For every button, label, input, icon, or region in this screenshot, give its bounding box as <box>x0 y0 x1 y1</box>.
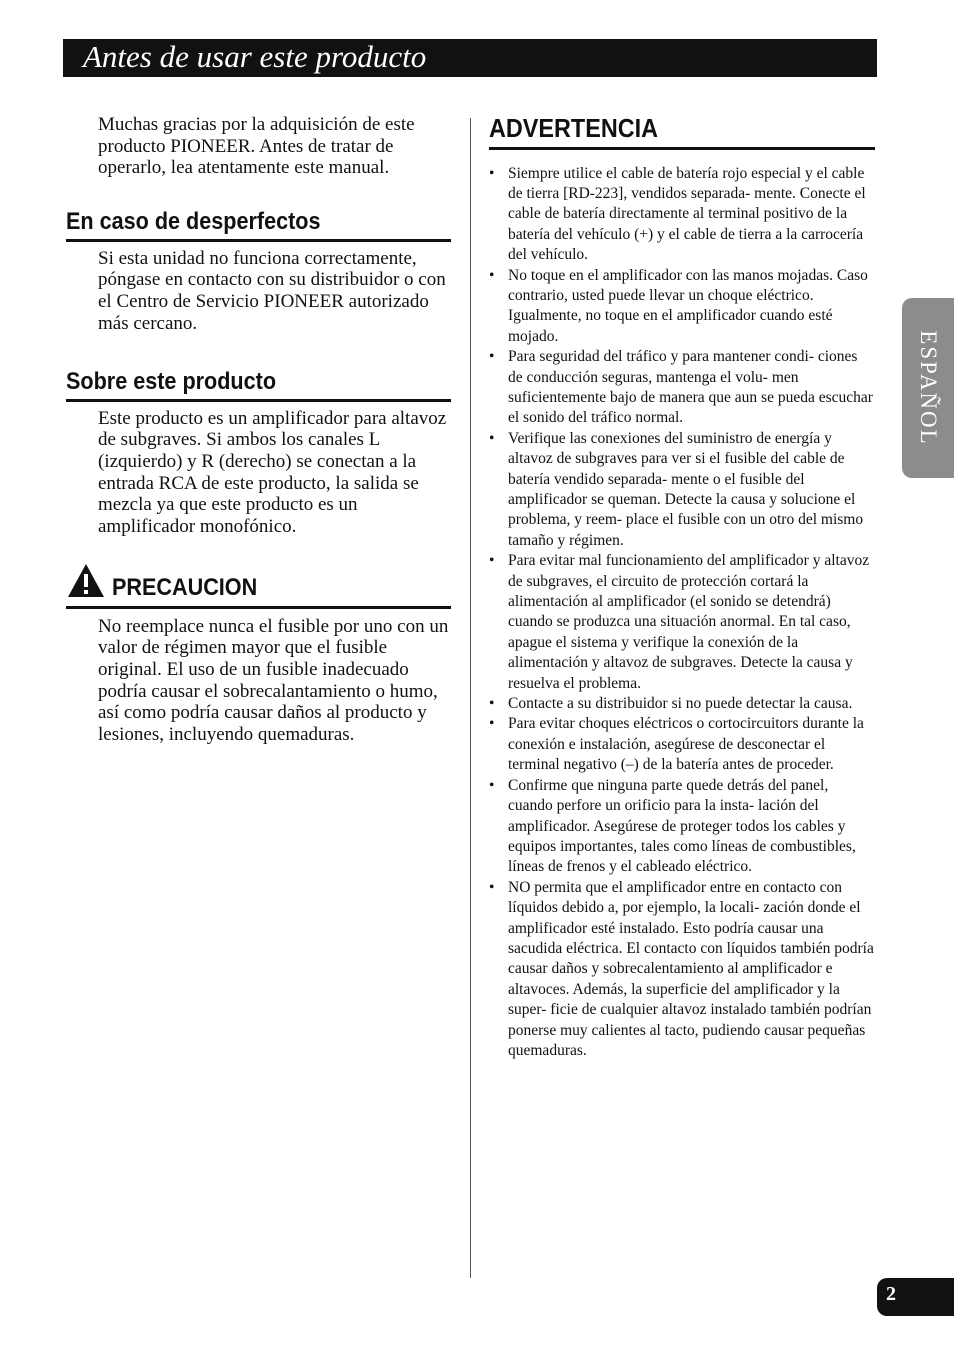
heading-rule <box>489 147 875 150</box>
bullet-icon: • <box>489 715 495 733</box>
bullet-icon: • <box>489 552 495 570</box>
warning-triangle-icon <box>66 562 106 600</box>
list-item <box>489 776 875 878</box>
advertencia-heading: ADVERTENCIA <box>489 113 659 143</box>
heading-rule <box>66 239 451 242</box>
section-sobre-producto <box>66 368 451 538</box>
list-item-text: Para evitar choques eléctricos o cortocircuitors durante la conexión e instalación, asegúrese de desconectar el terminal negativo (–) de la batería antes de proceder. <box>508 715 864 774</box>
list-item-text: Verifique las conexiones del suministro de energía y altavoz de subgraves para ver si el fusible del cable de batería vendido separada- mente o el fusible del amplificador se queman. Detecte la causa y solucione el problema, y reem- place el fusible con un otro del mismo tamaño y régimen. <box>508 429 864 549</box>
intro-paragraph: Muchas gracias por la adquisición de este producto PIONEER. Antes de tratar de operarlo, lea atentamente este manual. <box>98 114 415 179</box>
heading-rule <box>66 399 451 402</box>
section-heading: Sobre este producto <box>66 368 277 395</box>
list-item <box>489 694 875 714</box>
section-text: Si esta unidad no funciona correctamente, póngase en contacto con su distribuidor o con el Centro de Servicio PIONEER autorizado más cercano. <box>98 247 446 334</box>
page-number-badge <box>877 1278 954 1316</box>
section-precaucion <box>66 562 451 746</box>
list-item-text: No toque en el amplificador con las manos mojadas. Caso contrario, usted puede llevar un choque eléctrico. Igualmente, no toque en el amplificador cuando esté mojado. <box>508 266 868 345</box>
bullet-icon: • <box>489 266 495 284</box>
list-item-text: Para evitar mal funcionamiento del amplificador y altavoz de subgraves, el circuito de protección cortará la alimentación al amplificador (el sonido se detendrá) cuando se produzca una situación anormal. En tal caso, apague el sistema y verifique la conexión de la alimentación y altavoz de subgraves. Detecte la causa y resuelva el problema. <box>508 552 870 692</box>
section-heading: PRECAUCION <box>112 574 258 601</box>
column-divider <box>470 118 471 1278</box>
list-item <box>489 551 875 694</box>
list-item-text: Para seguridad del tráfico y para mantener condi- ciones de conducción seguras, mantenga el volu- men suficientemente bajo de manera que aun se pueda escuchar el sonido del tráfico normal. <box>508 348 873 427</box>
bullet-icon: • <box>489 164 495 182</box>
bullet-icon: • <box>489 348 495 366</box>
list-item <box>489 714 875 775</box>
language-tab <box>902 298 954 478</box>
title-bar <box>63 39 877 77</box>
bullet-icon: • <box>489 776 495 794</box>
page-number: 2 <box>886 1283 896 1305</box>
list-item <box>489 347 875 429</box>
section-text: No reemplace nunca el fusible por uno con un valor de régimen mayor que el fusible original. El uso de un fusible inadecuado podría causar el sobrecalantamiento o humo, así como podría causar daños al producto y lesiones, incluyendo quemaduras. <box>98 615 449 746</box>
section-heading: En caso de desperfectos <box>66 208 321 235</box>
bullet-icon: • <box>489 878 495 896</box>
list-item-text: NO permita que el amplificador entre en contacto con líquidos debido a, por ejemplo, la locali- zación donde el amplificador esté instalado. Esto podría causar una sacudida eléctrica. El contacto con líquidos también podría causar daños y sobrecalentamiento al amplificador e altavoces. Además, la superficie del amplificador y la super- ficie de cualquier altavoz instalado también podrían ponerse muy calientes al tacto, pudiendo causar pequeñas quemaduras. <box>508 878 874 1059</box>
section-desperfectos <box>66 208 451 334</box>
list-item-text: Contacte a su distribuidor si no puede detectar la causa. <box>508 695 853 713</box>
list-item-text: Siempre utilice el cable de batería rojo especial y el cable de tierra [RD-223], vendidos separada- mente. Conecte el cable de batería directamente al terminal positivo de la batería del vehículo (+) y el cable de tierra a la carrocería del vehículo. <box>508 164 866 264</box>
list-item <box>489 429 875 551</box>
page-title: Antes de usar este producto <box>83 39 427 74</box>
list-item <box>489 878 875 1062</box>
heading-rule <box>66 606 451 609</box>
right-column <box>489 112 875 1061</box>
list-item-text: Confirme que ninguna parte quede detrás del panel, cuando perfore un orificio para la insta- lación del amplificador. Asegúrese de proteger todos los cables y equipos importantes, tales como líneas de combustibles, líneas de frenos y el cableado eléctrico. <box>508 776 856 876</box>
advertencia-list <box>489 164 875 1062</box>
bullet-icon: • <box>489 429 495 447</box>
list-item <box>489 164 875 266</box>
list-item <box>489 266 875 348</box>
bullet-icon: • <box>489 695 495 713</box>
precaucion-heading-row <box>66 562 451 606</box>
section-text: Este producto es un amplificador para altavoz de subgraves. Si ambos los canales L (izquierdo) y R (derecho) se conectan a la entrada RCA de este producto, la salida se mezcla ya que este producto es un amplificador monofónico. <box>98 407 447 538</box>
language-tab-label: ESPAÑOL <box>916 330 941 446</box>
